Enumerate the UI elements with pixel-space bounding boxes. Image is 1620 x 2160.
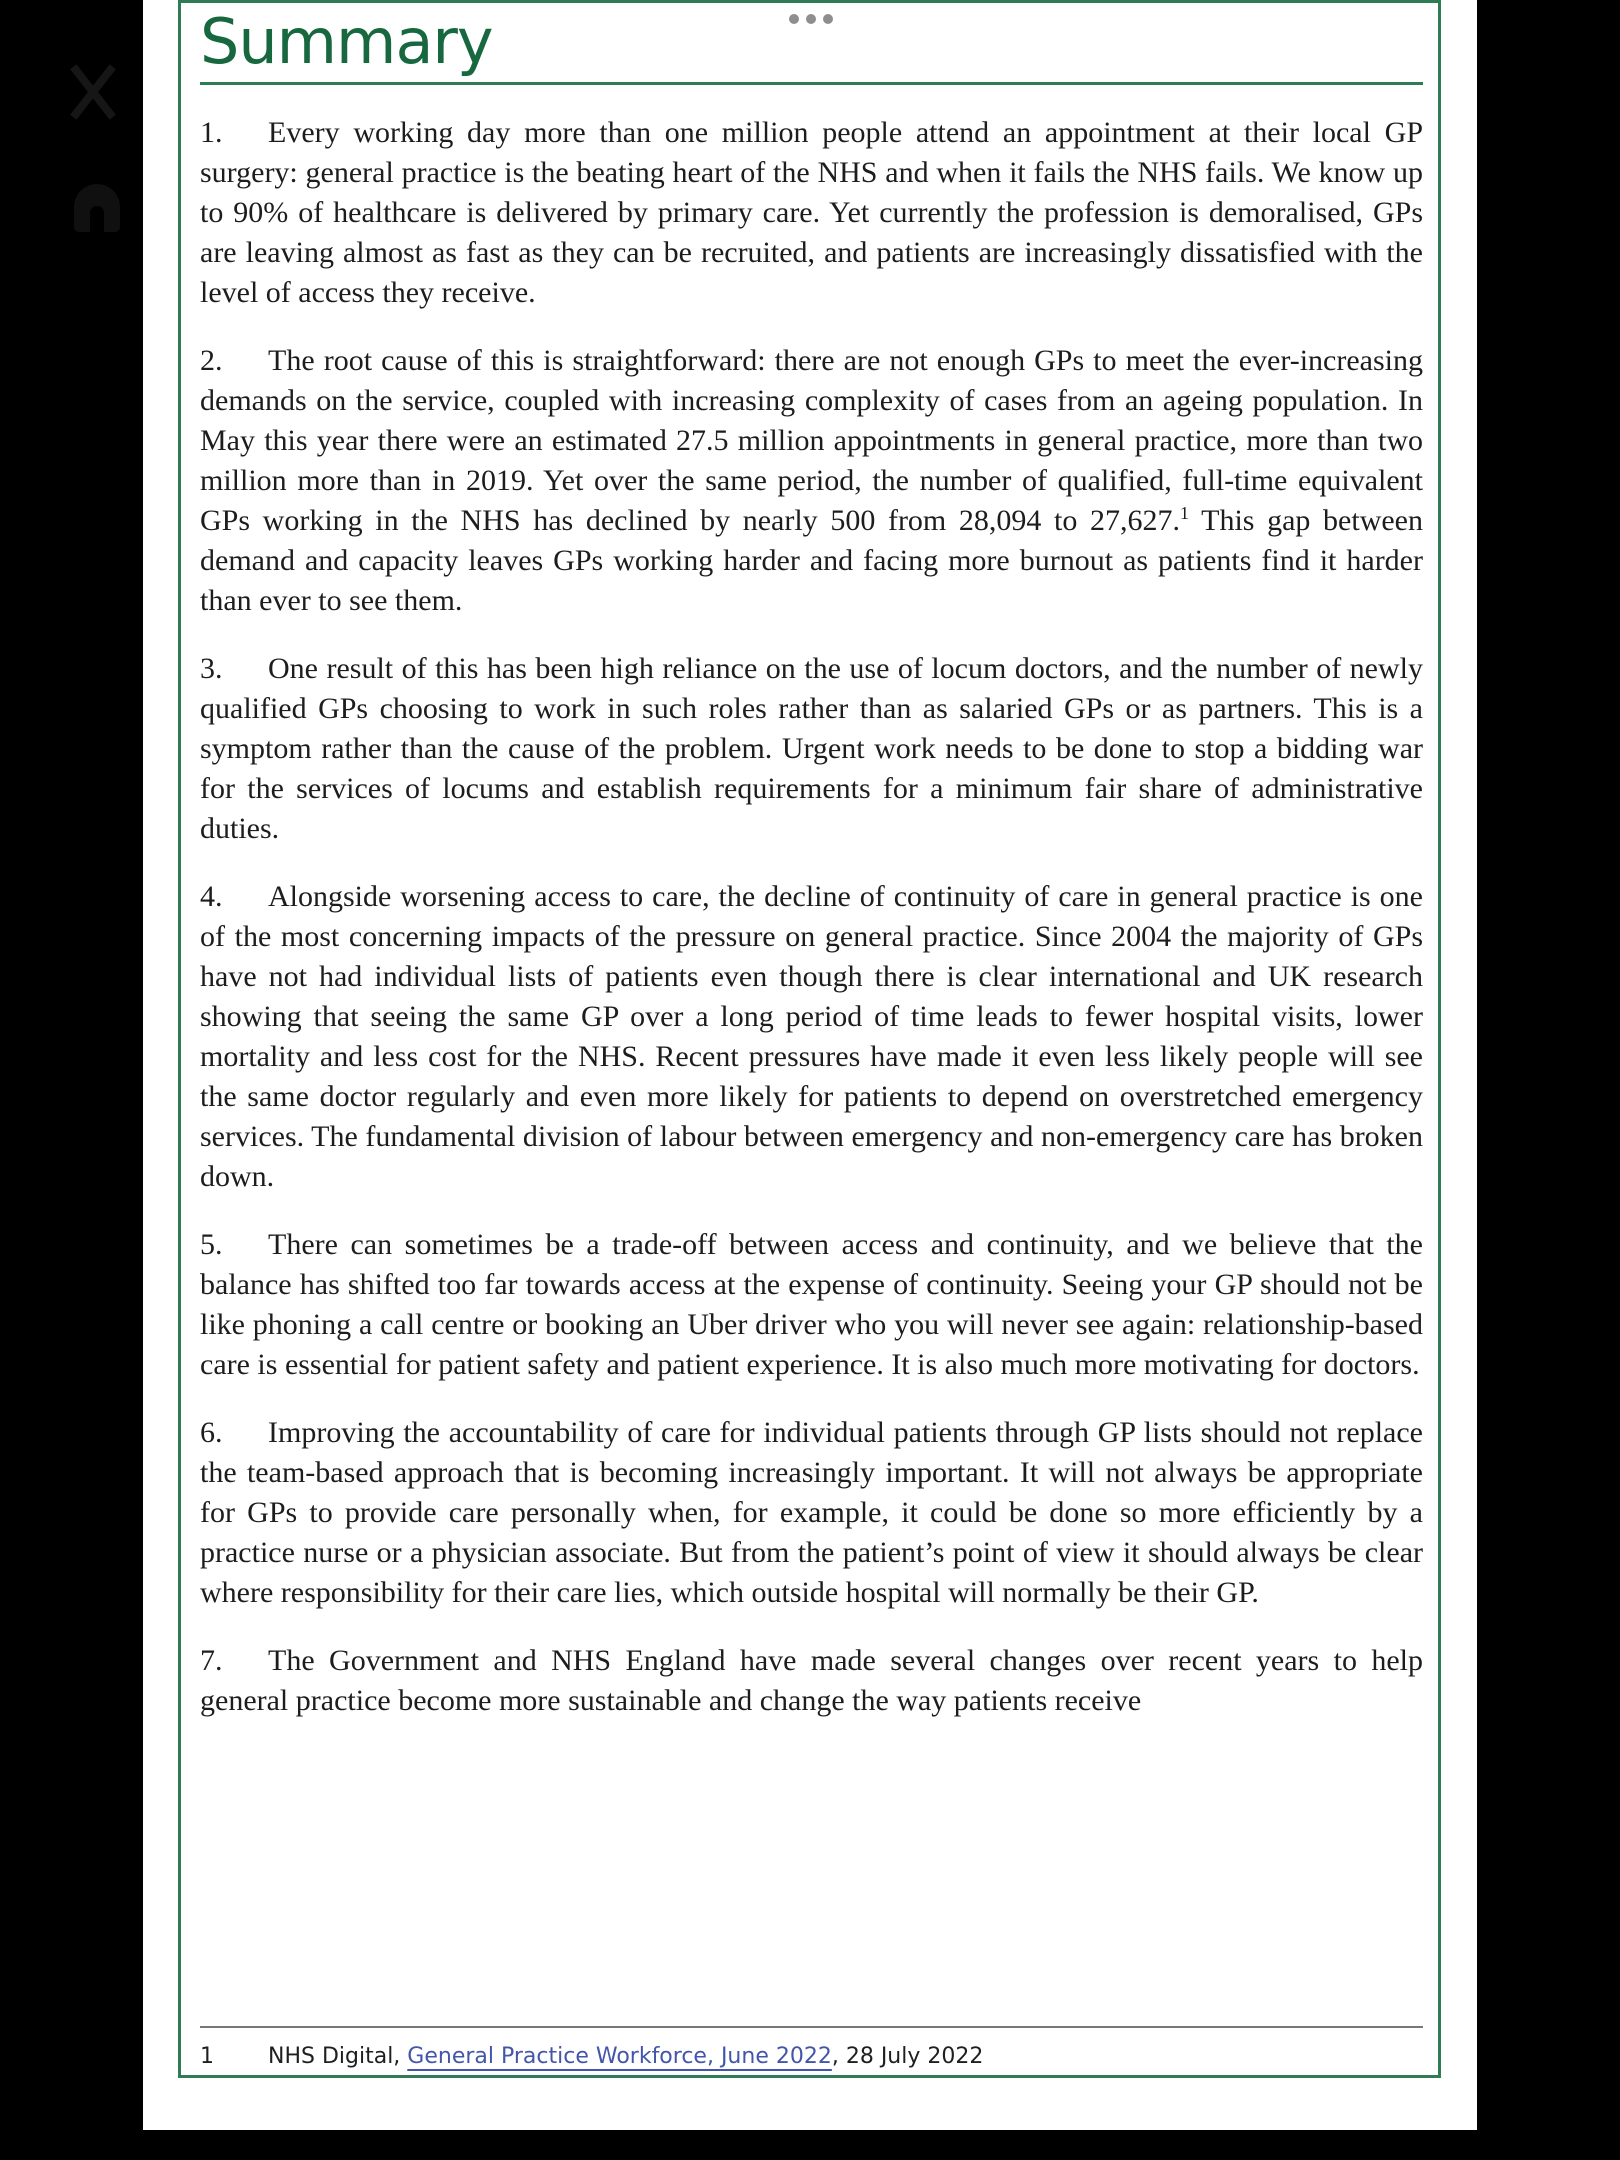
paragraph-number: 3. [200,652,223,685]
paragraph-text: Alongside worsening access to care, the decline of continuity of care in general practice is one of the most concerning impacts of the pressure on general practice. Since 2004 the majority of GPs have not had individual lists of patients even though there is clear international and UK research showing that seeing the same GP over a long period of time leads to fewer hospital visits, lower mortality and less cost for the NHS. Recent pressures have made it even less likely people will see the same doctor regularly and even more likely for patients to depend on overstretched emergency services. The fundamental division of labour between emergency and non-emergency care has broken down. [200,880,1423,1193]
paragraph-7 [200,1641,1423,1721]
paragraph-text: The Government and NHS England have made several changes over recent years to help general practice become more sustainable and change the way patients receive [200,1644,1423,1717]
document-page [143,0,1477,2130]
paragraph-2 [200,341,1423,621]
paragraph-text: Improving the accountability of care for individual patients through GP lists should not replace the team-based approach that is becoming increasingly important. It will not always be appropriate for GPs to provide care personally when, for example, it could be done so more efficiently by a practice nurse or a physician associate. But from the patient’s point of view it should always be clear where responsibility for their care lies, which outside hospital will normally be their GP. [200,1416,1423,1609]
paragraph-text: This gap between demand and capacity leaves GPs working harder and facing more burnout as patients find it harder than ever to see them. [200,504,1423,617]
page-title: Summary [200,5,493,78]
right-black-bar [1477,0,1620,2160]
paragraph-number: 6. [200,1416,223,1449]
paragraph-number: 2. [200,344,223,377]
paragraph-number: 5. [200,1228,223,1261]
arch-icon [74,184,120,232]
bottom-black-bar [0,2130,1620,2160]
paragraph-text: The root cause of this is straightforward: there are not enough GPs to meet the ever-increasing demands on the service, coupled with increasing complexity of cases from an ageing population. In May this year there were an estimated 27.5 million appointments in general practice, more than two million more than in 2019. Yet over the same period, the number of qualified, full-time equivalent GPs working in the NHS has declined by nearly 500 from 28,094 to 27,627. [200,344,1423,537]
left-black-bar [0,0,143,2160]
footnote-text: NHS Digital, [268,2044,408,2069]
paragraph-number: 4. [200,880,223,913]
paragraph-6 [200,1413,1423,1613]
paragraph-number: 1. [200,116,223,149]
paragraph-4 [200,877,1423,1197]
page-content [200,5,1423,1749]
paragraph-text: There can sometimes be a trade-off between access and continuity, and we believe that the balance has shifted too far towards access at the expense of continuity. Seeing your GP should not be like phoning a call centre or booking an Uber driver who you will never see again: relationship-based care is essential for patient safety and patient experience. It is also much more motivating for doctors. [200,1228,1423,1381]
footnote-link[interactable]: General Practice Workforce, June 2022 [407,2044,832,2069]
x-logo-icon [64,62,120,122]
paragraph-1 [200,113,1423,313]
title-rule [200,82,1423,85]
footnote [200,2044,1423,2069]
footnote-number: 1 [200,2044,214,2069]
paragraph-text: One result of this has been high reliance on the use of locum doctors, and the number of newly qualified GPs choosing to work in such roles rather than as salaried GPs or as partners. This is a symptom rather than the cause of the problem. Urgent work needs to be done to stop a bidding war for the services of locums and establish requirements for a minimum fair share of administrative duties. [200,652,1423,845]
footnote-text: , 28 July 2022 [831,2044,984,2069]
footnote-area [200,2026,1423,2069]
summary-paragraphs [200,113,1423,1721]
paragraph-5 [200,1225,1423,1385]
paragraph-number: 7. [200,1644,223,1677]
paragraph-text: Every working day more than one million people attend an appointment at their local GP surgery: general practice is the beating heart of the NHS and when it fails the NHS fails. We know up to 90% of healthcare is delivered by primary care. Yet currently the profession is demoralised, GPs are leaving almost as fast as they can be recruited, and patients are increasingly dissatisfied with the level of access they receive. [200,116,1423,309]
footnote-separator [200,2026,1423,2028]
footnote-reference: 1 [1180,503,1190,523]
paragraph-3 [200,649,1423,849]
